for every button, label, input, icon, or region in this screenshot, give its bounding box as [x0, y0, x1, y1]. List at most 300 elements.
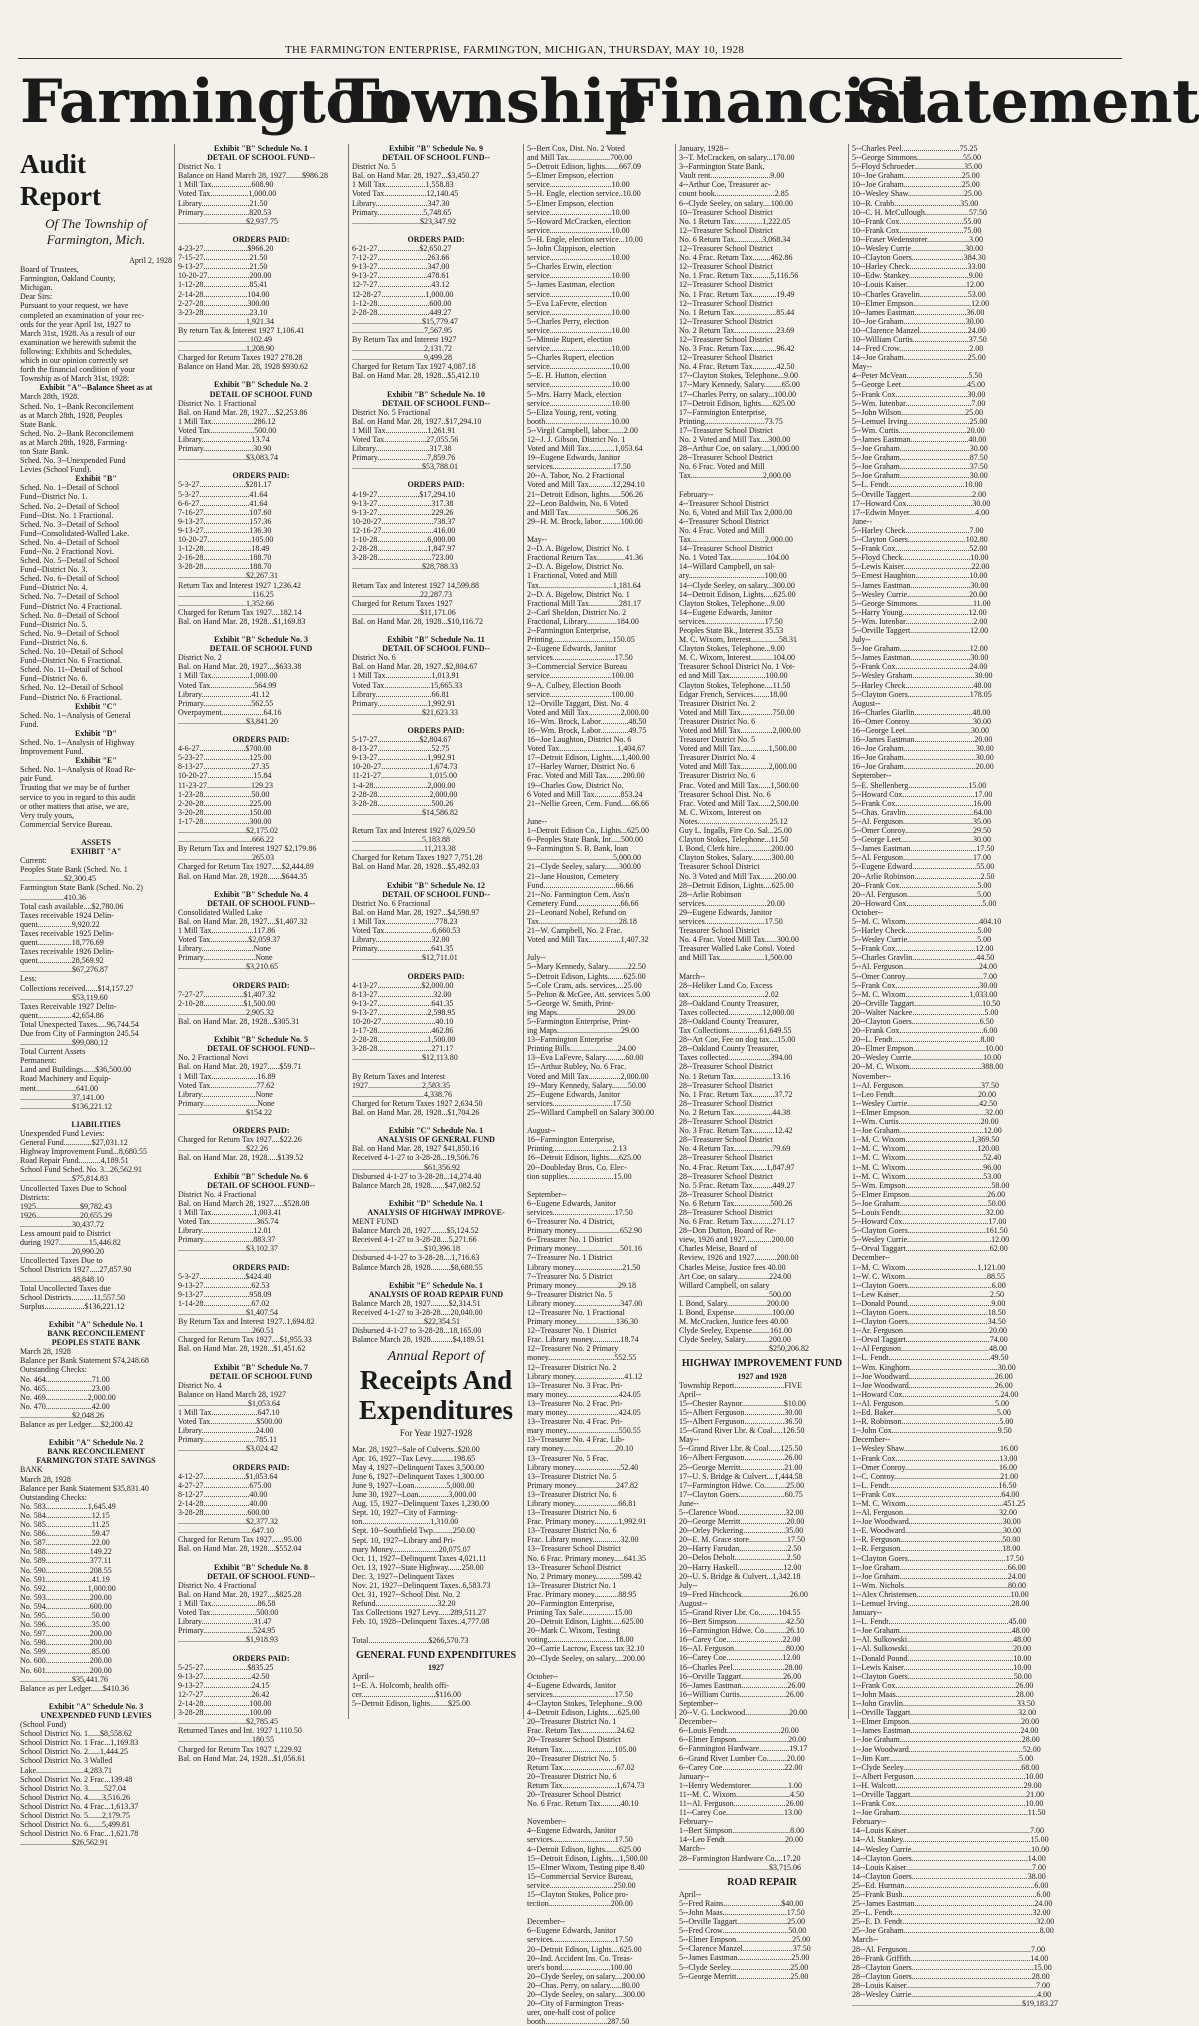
text-line: 13--Eva LaFevre, Salary..........60.00 — [527, 1053, 644, 1063]
text-line: 1 Mill Tax...................1,000.00 — [178, 671, 278, 681]
text-line: Fund--District No. 1. — [20, 492, 88, 502]
text-line: 5-3-27.........................41.64 — [178, 489, 268, 499]
text-line: examination we herewith submit the — [20, 337, 137, 347]
text-line — [20, 1429, 172, 1438]
text-line: Total Unexpected Taxes.....96,744.54 — [20, 1019, 139, 1029]
text-line: Road Machinery and Equip- — [20, 1074, 111, 1084]
text-line: ords for the year April 1st, 1927 to — [20, 319, 131, 329]
text-line: Bal. on Hand Mar. 28, 1927....$633.38 — [178, 662, 302, 672]
text-line: No. 5 Frac. Return Tax..........449.27 — [679, 1180, 795, 1190]
text-line: 9-13-27........................42.50 — [178, 1671, 270, 1681]
text-line: ...................................$12,113.80 — [352, 1053, 458, 1063]
text-line: Trusting that we may be of further — [20, 783, 130, 793]
text-line: 12--Treasurer School District — [679, 262, 773, 272]
text-line: Nov. 21, 1927--Delinquent Taxes..6,583.73 — [352, 1580, 491, 1590]
text-line: 9-13-27........................62.53 — [178, 1280, 270, 1290]
text-line: Apr. 16, 1927--Tax Levy...........198.65 — [352, 1453, 476, 1463]
text-line: 5--Detroit Edison, lights.......667.09 — [527, 162, 641, 172]
text-line: 20--Delos Debolt..........................2.50 — [679, 1553, 801, 1563]
text-line: 2--D. A. Bigelow, District No. — [527, 562, 624, 572]
text-line: mary money..........................550.55 — [527, 1426, 641, 1436]
text-line: 4--Treasurer School District — [679, 516, 769, 526]
text-line: 9-13-27.......................136.30 — [178, 525, 272, 535]
text-line: January-- — [852, 1608, 883, 1618]
text-line: School District No. 3 Walled — [20, 1756, 113, 1766]
text-line: mary money..........................424.05 — [527, 1408, 641, 1418]
text-line: 1926......................20,655.29 — [20, 1210, 112, 1220]
text-line: 5--Joe Graham...................................12.00 — [852, 644, 988, 654]
text-line: ...................................$14,586.82 — [352, 807, 458, 817]
text-line: 5--Mrs. Harry Mack, election — [527, 389, 622, 399]
text-line: Disbursed 4-1-27 to 3-28-28...18,165.00 — [352, 1326, 482, 1336]
text-line: Bal. on Hand March 28, 1927.....$528.08 — [178, 1198, 310, 1208]
text-line: Levies (School Fund). — [20, 465, 92, 475]
text-line: 4-27-27.......................675.00 — [178, 1480, 272, 1490]
text-line: 1--R. Ferguson...................................................50.00 — [852, 1535, 1021, 1545]
text-line: ORDERS PAID: — [232, 234, 290, 244]
text-line: 2--Eugene Edwards, Janitor — [527, 644, 617, 654]
text-line: 28--Oakland County Treasurer, — [679, 1044, 779, 1054]
text-line: 3--Commercial Service Bureau — [527, 662, 627, 672]
text-line: ing Maps..............................29.00 — [527, 1007, 635, 1017]
text-line: Charged for Return Tax 1927....$22.26 — [178, 1135, 302, 1145]
text-line: 28--Treasurer School District — [679, 1117, 773, 1127]
text-line: service................................250.00 — [527, 1880, 636, 1890]
text-line: 20--Mark C. Wixom, Testing — [527, 1626, 620, 1636]
text-line — [178, 1163, 344, 1172]
text-line: Bal. on Hand Mar. 28, 1928...$5,412.10 — [352, 371, 480, 381]
text-line: 5--John Clappison, election — [527, 244, 616, 254]
text-line: 1--H. Walcott................................................................29.00 — [852, 1780, 1042, 1790]
text-line: 10-20-27......................105.00 — [178, 535, 274, 545]
text-line: Total Current Assets — [20, 1047, 86, 1057]
text-line: 1--M. C. Wixom....................................1,121.00 — [852, 1262, 1006, 1272]
text-line: Exhibit "B" Schedule No. 3 — [213, 635, 308, 645]
text-line: Highway Improvement Fund...8,680.55 — [20, 1147, 147, 1157]
text-line: Peoples State Bank (Sched. No. 1 — [20, 865, 128, 875]
text-line: ....................................$22,354.51 — [352, 1317, 460, 1327]
text-line: DETAIL OF SCHOOL FUND-- — [382, 398, 490, 408]
text-line: 6--Louis Fendt...........................20.00 — [679, 1726, 799, 1736]
text-line: 5--Harley Check................................7.00 — [852, 525, 984, 535]
text-line: 5--Charles Rupert, election — [527, 353, 614, 363]
text-line: 5--James Eastman...........................25.00 — [679, 1953, 810, 1963]
text-line: 10--C. H. McCullough......................57.50 — [852, 207, 987, 217]
text-line: 22--Leon Baldwin, No. 6 Voted — [527, 498, 629, 508]
text-line: Total Uncollected Taxes due — [20, 1283, 111, 1293]
text-line: 10--Elmer Empson.............................12.00 — [852, 298, 990, 308]
text-line: view, 1926 and 1927.............200.00 — [679, 1235, 794, 1245]
text-line: 19--Charles Gow, District No. — [527, 780, 624, 790]
text-line: 1--John Maas............................................................28.00 — [852, 1689, 1034, 1699]
text-line: Oct. 31, 1927--School Dist. No. 2 — [352, 1590, 461, 1600]
text-line: 10--Treasurer School District — [679, 207, 773, 217]
text-line: 20--Clyde Seeley, on salary....200.00 — [527, 1971, 645, 1981]
text-line: 5--Eva LaFevre, election — [527, 298, 607, 308]
text-line: Willard Campbell, on salary — [679, 1280, 770, 1290]
text-line: 1--Albert Ferguson........................................................10.00 — [852, 1771, 1044, 1781]
text-line: 25--James Eastman............................................................24.00 — [852, 1899, 1053, 1909]
text-line: DETAIL OF SCHOOL FUND-- — [207, 153, 315, 163]
expenditures-body-2 — [679, 144, 845, 1353]
text-line: MENT FUND — [352, 1217, 399, 1227]
text-line: 5--Joe Graham...................................30.00 — [852, 444, 988, 454]
text-line: Treasurer District No. 5 — [679, 735, 756, 745]
text-line: 12--Treasurer School District — [679, 353, 773, 363]
text-line: BANK RECONCILEMENT — [47, 1329, 145, 1339]
text-line: services...............................17.50 — [527, 1207, 633, 1217]
text-line: Voted and Mill Tax................2,000.00 — [527, 707, 649, 717]
text-line: ANALYSIS OF GENERAL FUND — [377, 1135, 495, 1145]
text-line: 13--Treasurer District No. 6 — [527, 1508, 617, 1518]
text-line: 17--Howard Cox.................................30.00 — [852, 498, 991, 508]
text-line: Exhibit "A" Schedule No. 2 — [48, 1438, 144, 1448]
text-line: Clayton Stokes, Telephone...11.50 — [679, 835, 789, 845]
text-line: Exhibit "B" Schedule No. 4 — [213, 889, 308, 899]
text-line: 8-13-27............................32.00 — [352, 989, 452, 999]
text-line: 17--Mary Kennedy, Salary.........65.00 — [679, 380, 800, 390]
text-line: 5--Floyd Check..................................10.00 — [852, 553, 989, 563]
text-line: Unexpended Fund Levies: — [20, 1129, 105, 1138]
text-line: No. 596.......................35.00 — [20, 1620, 110, 1630]
text-line: ....................................7,567.95 — [352, 325, 452, 335]
text-line: 15--Albert Ferguson....................36.50 — [679, 1417, 803, 1427]
text-line: Charged for Return Tax 1927....$1,955.33 — [178, 1335, 312, 1345]
text-line: 16--Farmington Hdwe. Co...........26.10 — [679, 1626, 805, 1636]
text-line: 5--Wm. Empson...........................................58.00 — [852, 1180, 1010, 1190]
text-line: May-- — [527, 535, 547, 545]
text-line: December-- — [852, 1435, 891, 1445]
text-line: service...............................10.00 — [527, 271, 630, 281]
text-line: Sched. No. 1--Analysis of Road Re- — [20, 765, 136, 775]
text-line: Primary.......................5,748.65 — [352, 207, 452, 217]
general-fund-body — [352, 1672, 520, 1708]
text-line: School District No. 3........527.04 — [20, 1783, 126, 1793]
text-line: as at March 28th, 1928, Peoples — [20, 410, 123, 420]
text-line: Return Tax and Interest 1927 1,236.42 — [178, 580, 302, 590]
text-line: 5--Frank Cox..........................................30.00 — [852, 980, 998, 990]
text-line — [527, 1908, 672, 1917]
text-line: 16--Omer Conroy................................30.00 — [852, 716, 992, 726]
text-line: 16--Carey Coe............................22.00 — [679, 1635, 801, 1645]
text-line: Art Coe, on salary................224.00 — [679, 1271, 792, 1281]
text-line: 21--W. Campbell, No. 2 Frac. — [527, 926, 623, 936]
text-line: School District No. 6.......5,499.81 — [20, 1820, 130, 1830]
column-audit-report — [20, 144, 172, 1848]
text-line: ....................................$10,396.18 — [352, 1244, 460, 1254]
headline-word-3: Financial — [618, 67, 927, 137]
highway-fund-title: HIGHWAY IMPROVEMENT FUND — [681, 1358, 843, 1370]
text-line: 1--Elmer Empson......................................32.00 — [852, 1107, 1004, 1117]
text-line: 5--Orville Taggert...............................2.00 — [852, 489, 987, 499]
text-line: Fund--District No. 3. — [20, 565, 88, 575]
text-line: 12-16-27..........................416.00 — [352, 525, 456, 535]
text-line: Fund....................................66.66 — [527, 880, 634, 890]
headline-word-2: Township — [335, 67, 647, 137]
text-line — [20, 829, 172, 838]
text-line: 14--Detroit Edison, Lights.....625.00 — [679, 589, 796, 599]
text-line: Mar. 28, 1927--Sale of Culverts..$20.00 — [352, 1444, 480, 1454]
text-line: ..........................30,437.72 — [20, 1219, 104, 1229]
text-line: Voted Tax...................$2,059.37 — [178, 935, 281, 945]
text-line: June-- — [852, 516, 872, 526]
column-rule — [848, 144, 849, 1719]
text-line: ....................................102.49 — [178, 334, 272, 344]
text-line: June 6, 1927--Delinquent Taxes 1,300.00 — [352, 1471, 484, 1481]
text-line: Charged for Return Taxes 1927 7,751.28 — [352, 853, 483, 863]
text-line: 15--Elmer Wixom, Testing pipe 8.40 — [527, 1862, 645, 1872]
text-line — [178, 462, 344, 471]
text-line: Clayton Stokes, Telephone...9.00 — [679, 598, 785, 608]
text-line: ..........................$26,562.91 — [20, 1838, 108, 1848]
text-line: quent.................18,776.69 — [20, 938, 104, 948]
text-line: 1--Howard Cox.................................................24.00 — [852, 1389, 1019, 1399]
text-line: 5--Fred Crow.................................50.00 — [679, 1926, 807, 1936]
text-line: 5--Orval Taggart..........................................62.00 — [852, 1244, 1008, 1254]
text-line: Voted Tax.......................500.00 — [178, 1608, 279, 1618]
text-line: District No. 6 Fractional — [352, 898, 431, 908]
text-line: 1-12-28..........................600.00 — [352, 298, 452, 308]
text-line: Primary money.....................29.18 — [527, 1280, 637, 1290]
text-line: Voted Tax.....................27,055.56 — [352, 435, 459, 444]
text-line: March-- — [679, 1844, 706, 1854]
text-line: Treasurer School District No. 1 Vot- — [679, 662, 795, 672]
text-line: Fund. — [20, 719, 39, 729]
text-line — [527, 1117, 672, 1126]
text-line: Primary..........................785.11 — [178, 1435, 277, 1445]
text-line: 20--Detroit Edison, Lights.....625.00 — [527, 1617, 644, 1627]
text-line: ORDERS PAID: — [232, 471, 290, 481]
text-line: 5--Detroit Edison, lights.........$25.00 — [352, 1699, 470, 1709]
text-line: 6--Clyde Seeley, on salary....100.00 — [679, 198, 793, 208]
text-line: 1--Frank Cox....................................................13.00 — [852, 1453, 1018, 1463]
text-line: No. 1 Return Tax...................13.16 — [679, 1071, 791, 1081]
text-line: Sched. No. 3--Unexpended Fund — [20, 456, 126, 466]
text-line: 15--Detroit Edison, Lights....1,500.00 — [527, 1853, 648, 1863]
text-line: No. 464.......................71.00 — [20, 1374, 110, 1384]
text-line: 14--Louis Kaiser...............................................................7.00 — [852, 1862, 1046, 1872]
text-line: 5-3-27.......................$424.40 — [178, 1271, 272, 1281]
text-line: Tax....................................2,000.00 — [679, 471, 791, 481]
text-line: 6--Farmington Hardware...............19.17 — [679, 1744, 808, 1754]
text-line: 5-17-27.....................$2,804.67 — [352, 735, 452, 745]
text-line: 6-6-27.........................41.64 — [178, 498, 268, 508]
text-line: 5--Wesley Currie...............................20.00 — [852, 589, 988, 599]
text-line: Library..........................None — [178, 944, 271, 954]
text-line: 10--Charles Gravelin........................53.00 — [852, 289, 986, 299]
text-line: Fund--District No. 6 Fractional. — [20, 656, 122, 666]
text-line: 1-10-28.........................6,000.00 — [352, 535, 456, 545]
text-line: ..................................1,352.66 — [178, 598, 274, 608]
text-line: 1--Joe Graham................................................................11.50 — [852, 1808, 1046, 1818]
text-line: 19--Eugene Edwards, Janitor — [527, 453, 621, 463]
text-line: 9--A. Culbey, Election Booth — [527, 680, 621, 690]
text-line: forth the financial condition of your — [20, 365, 135, 375]
text-line: Voted Tax.......................$500.00 — [178, 1417, 283, 1427]
text-line: Exhibit "B" Schedule No. 11 — [387, 635, 485, 645]
text-line: 1--Orville Taggart..........................................................21.00 — [852, 1789, 1045, 1799]
text-line: 5--Lewis Kaiser..................................22.00 — [852, 562, 990, 572]
text-line: Sched. No. 1--Analysis of General — [20, 710, 131, 720]
text-line: Primary...........................641.35 — [352, 944, 454, 954]
text-line: 5--Wesley Graham...............................30.00 — [852, 671, 993, 681]
text-line: 1--Joe Graham........................................................48.00 — [852, 1626, 1030, 1636]
text-line: .....................................................................................$19,183.27 — [852, 1999, 1058, 2009]
text-line: 13--Treasurer District No. 1 — [527, 1580, 617, 1590]
text-line: 5--Omer Conroy.......................................7.00 — [852, 971, 998, 981]
text-line — [352, 872, 520, 881]
text-line: 1927...........................2,583.35 — [352, 1080, 450, 1090]
text-line: By Return Taxes and Interest — [352, 1071, 446, 1081]
text-line: No. 4 Frac. Return Tax............42.50 — [679, 362, 795, 372]
text-line: 10-20-27.....................200.00 — [178, 271, 272, 281]
text-line: 4--Peter McVean...............................5.50 — [852, 371, 983, 381]
text-line: No. 593......................200.00 — [20, 1592, 112, 1602]
text-line — [527, 944, 672, 953]
text-line: 5--Clarence Manzel.........................37.50 — [679, 1944, 811, 1954]
text-line: 9--Treasurer District No. 5 — [527, 1289, 613, 1299]
text-line: Primary money......................652.90 — [527, 1226, 643, 1236]
text-line: 9-13-27.........................478.61 — [352, 271, 450, 281]
text-line: 3--Farmington State Bank, — [679, 162, 765, 172]
text-line: 14--Eugene Edwards, Janitor — [679, 607, 773, 617]
text-line: 1--C. Conroy.....................................................21.00 — [852, 1471, 1019, 1481]
text-line: ......................410.36 — [20, 892, 86, 902]
text-line: services..............................17.50 — [679, 616, 783, 626]
text-line: ....................................4,338.76 — [352, 1089, 452, 1099]
text-line: 13--Treasurer No. 3 Frac. Pri- — [527, 1380, 623, 1390]
masthead-rule — [18, 58, 1122, 59]
text-line: Voted and Mill Tax................2,000.00 — [679, 726, 801, 735]
text-line: School District No. 4 Frac...1,613.37 — [20, 1801, 139, 1811]
text-line: Exhibit "B" Schedule No. 8 — [213, 1562, 308, 1572]
text-line: ASSETS — [81, 838, 111, 847]
text-line: 1--Wesley Shaw................................................16.00 — [852, 1444, 1018, 1454]
text-line: ing Maps................................29.00 — [527, 1026, 639, 1036]
text-line: April-- — [679, 1389, 702, 1399]
text-line: 9-13-27...........................229.26 — [352, 507, 454, 517]
text-line: Sched. No. 1--Detail of School — [20, 483, 120, 493]
text-line: Received 4-1-27 to 3-28-28...19,506.76 — [352, 1153, 479, 1163]
text-line: 1--Al. Ferguson................................................32.00 — [852, 1508, 1017, 1518]
text-line: 1--Al Ferguson............................................48.00 — [852, 1344, 1007, 1354]
text-line: 1--Joe Woodward...............................................30.00 — [852, 1517, 1021, 1527]
text-line: School District No. 2 Frac...139.48 — [20, 1774, 133, 1784]
text-line: September-- — [679, 1698, 719, 1708]
text-line: 11-23-27......................129.23 — [178, 780, 274, 790]
text-line: service...............................10.00 — [527, 344, 630, 354]
text-line: 1--Joe Woodward...........................................26.00 — [852, 1380, 1013, 1390]
text-line: 28--Treasurer School District — [679, 1207, 773, 1217]
text-line: Printing..............................73.75 — [679, 416, 783, 426]
text-line: 5--Frank Cox........................................12.00 — [852, 944, 994, 954]
text-line: 13--Treasurer No. 4 Frac. Lib- — [527, 1435, 625, 1445]
text-line: 6--Peoples State Bank, Int.....500.00 — [527, 835, 643, 845]
text-line: 10--R. Crabb.................................35.00 — [852, 198, 979, 208]
text-line: Primary.........................1,992.91 — [352, 698, 456, 708]
text-line — [178, 726, 344, 735]
text-line: 5--Minnie Rupert, election — [527, 334, 613, 344]
text-line: Primary.........................524.95 — [178, 1626, 276, 1636]
text-line: 15--Grand River Lbr. Co..........104.55 — [679, 1608, 801, 1617]
text-line: 21--Detroit Edison, lights......506.26 — [527, 489, 643, 499]
text-line: tax......................................2.02 — [679, 989, 779, 999]
receipts-year: For Year 1927-1928 — [399, 1428, 473, 1439]
text-line: Review, 1926 and 1927...........200.00 — [679, 1253, 799, 1263]
text-line: No. 594......................600.00 — [20, 1601, 112, 1611]
text-line — [352, 717, 520, 726]
text-line: 5--H. Engle, election service...10.00 — [527, 234, 643, 244]
text-line: 6--Eugene Edwards, Janitor — [527, 1198, 617, 1208]
text-line: 5--Clayton Goers...............................178.05 — [852, 689, 992, 699]
text-line: Charged for Return Taxes 1927 278.28 — [178, 353, 303, 363]
text-line: 20--Howard Cox......................................5.00 — [852, 898, 997, 908]
text-line: ..................................$1,407.54 — [178, 1308, 278, 1317]
text-line: ton..................................1,310.00 — [352, 1517, 459, 1527]
text-line: No. 6 Return Tax..................500.26 — [679, 1198, 793, 1208]
text-line: 1--Clayton Goers..........................................6.00 — [852, 1280, 1006, 1290]
text-line: Balance on Hand March 28, 1927........$986.28 — [178, 171, 328, 181]
text-line: 16--James Eastman.......................26.00 — [679, 1680, 806, 1690]
text-line: 2--D. A. Bigelow, District No. 1 — [527, 589, 630, 599]
text-line: 20--V. G. Lockwood......................20.00 — [679, 1708, 808, 1718]
text-line: 28--Arthur Coe, on salary.....1,000.00 — [679, 444, 800, 454]
headline-word-1: Farmington — [20, 67, 409, 137]
text-line: 3-28-28...........................500.26 — [352, 798, 454, 808]
text-line: July-- — [679, 1580, 698, 1590]
text-line: Exhibit "B" Schedule No. 10 — [386, 389, 485, 399]
text-line: Taxes receivable 1924 Delin- — [20, 910, 114, 920]
text-line: and Mill Tax........................506.26 — [527, 507, 639, 517]
text-line: March 28th, 1928. — [20, 392, 80, 402]
text-line: 10--James Eastman..........................36.00 — [852, 307, 985, 317]
text-line: Total cash available....$2,780.06 — [20, 901, 124, 911]
text-line: Bal. on Hand Mar. 28, 1928...$10,116.72 — [352, 616, 484, 626]
text-line: 17--Detroit Edison, lights......625.00 — [679, 398, 795, 408]
text-line: Sched. No. 2--Detail of School — [20, 501, 120, 511]
text-line: November-- — [527, 1817, 566, 1827]
text-line: Received 4-1-27 to 3-28-28....5,271.66 — [352, 1235, 477, 1245]
text-line: Voted and Mill Tax.............1,053.64 — [527, 444, 643, 454]
text-line: June 9, 1927--Loan................5,000.00 — [352, 1480, 475, 1490]
text-line: No. 3 Frac. Return Tax............96.42 — [679, 344, 795, 354]
text-line: Bal. on Hand Mar. 28, 1927...$4,598.97 — [352, 907, 480, 917]
text-line: 1 Mill Tax.......................647.10 — [178, 1408, 280, 1418]
text-line: Balance March 28, 1927.........$2,314.51 — [352, 1298, 481, 1308]
text-line: Fund--Consolidated-Walled Lake. — [20, 528, 130, 538]
text-line: 12--Orville Taggart, Dist. No. 4 — [527, 698, 629, 708]
text-line: 5--Harley Check....................................5.00 — [852, 926, 992, 936]
text-line: 5--Bert Cox, Dist. No. 2 Voted — [527, 144, 625, 153]
text-line: No. 3 Frac. Return Tax...........12.42 — [679, 1126, 793, 1136]
text-line: ANALYSIS OF HIGHWAY IMPROVE- — [367, 1207, 505, 1217]
text-line: ..........................37,141.00 — [20, 1092, 104, 1102]
text-line: Voted Tax...................1,000.00 — [178, 189, 277, 199]
text-line — [20, 1111, 172, 1120]
text-line: Library money.........................41.12 — [527, 1371, 643, 1381]
general-fund-year: 1927 — [428, 1662, 444, 1672]
text-line: 9-13-27.......................958.09 — [178, 1289, 272, 1299]
text-line: 16--Charles Peel..........................28.00 — [679, 1662, 803, 1672]
text-line: Balance on Hand Mar. 28, 1928 $930.62 — [178, 362, 308, 372]
text-line: 28--Oakland County Treasurer, — [679, 1017, 779, 1026]
text-line: July-- — [527, 953, 546, 963]
text-line: Frac. Primary money............1,992.91 — [527, 1517, 647, 1527]
text-line: ...................................$53,788.01 — [352, 462, 458, 472]
text-line: Fund--District No. 5. — [20, 619, 88, 629]
text-line: 5--Wesley Currie..........................................12.00 — [852, 1235, 1010, 1245]
text-line: April-- — [352, 1671, 375, 1681]
